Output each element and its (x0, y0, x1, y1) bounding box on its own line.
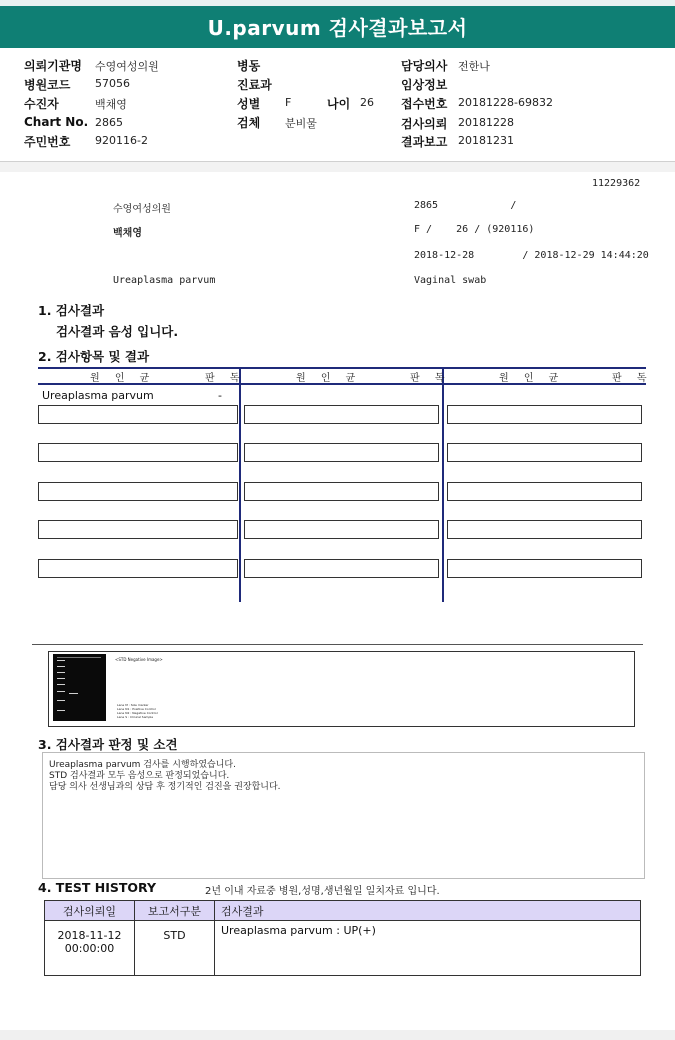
section1-title: 1. 검사결과 (38, 303, 105, 318)
result-cell (244, 405, 439, 424)
label-receipt-number: 접수번호 (401, 97, 448, 111)
result-cell (38, 405, 238, 424)
summary-sex-age: F / 26 / (920116) (414, 224, 535, 235)
label-resident-number: 주민번호 (24, 135, 71, 149)
label-clinical-info: 임상정보 (401, 78, 448, 92)
label-requesting-institution: 의뢰기관명 (24, 59, 82, 73)
remarks-box (42, 752, 645, 879)
summary-clinic: 수영여성의원 (113, 204, 171, 215)
remark-line: STD 검사결과 모두 음성으로 판정되었습니다. (49, 771, 230, 781)
value-age: 26 (360, 96, 374, 109)
history-type-cell: STD (135, 921, 215, 976)
value-request-date: 20181228 (458, 116, 514, 129)
value-specimen: 분비물 (285, 117, 317, 130)
result-organism: Ureaplasma parvum (42, 389, 154, 402)
label-department: 진료과 (237, 78, 272, 92)
result-cell (38, 520, 238, 539)
section2-title: 2. 검사항목 및 결과 (38, 349, 150, 364)
history-table (44, 900, 641, 976)
result-cell (447, 559, 642, 578)
summary-patient: 백채영 (113, 228, 142, 239)
section4-title: 4. TEST HISTORY (38, 880, 157, 895)
col-organism-header-2: 원 인 균 (296, 373, 362, 384)
result-cell (447, 520, 642, 539)
section1-result-text: 검사결과 음성 입니다. (56, 324, 179, 339)
history-date-cell: 2018-11-12 00:00:00 (45, 921, 135, 976)
col-judge-header-2: 판 독 (410, 373, 451, 384)
col-judge-header-3: 판 독 (612, 373, 653, 384)
label-doctor: 담당의사 (401, 59, 448, 73)
result-cell (447, 482, 642, 501)
report-id: 11229362 (592, 178, 641, 189)
result-cell (244, 443, 439, 462)
result-cell (447, 405, 642, 424)
history-header-date: 검사의뢰일 (45, 901, 135, 921)
value-report-date: 20181231 (458, 134, 514, 147)
result-judgement: - (218, 389, 222, 402)
label-hospital-code: 병원코드 (24, 78, 71, 92)
table-row (45, 921, 641, 976)
history-header-type: 보고서구분 (135, 901, 215, 921)
result-cell (38, 443, 238, 462)
label-specimen: 검체 (237, 116, 261, 130)
remark-line: 담당 의사 선생님과의 상담 후 정기적인 검진을 권장합니다. (49, 782, 281, 792)
summary-specimen: Vaginal swab (414, 275, 487, 286)
col-judge-header-1: 판 독 (205, 373, 246, 384)
separator-band (0, 162, 675, 172)
grid-divider-2 (442, 367, 444, 602)
grid-divider-1 (239, 367, 241, 602)
section-divider (32, 644, 643, 645)
col-organism-header-3: 원 인 균 (499, 373, 565, 384)
section3-title: 3. 검사결과 판정 및 소견 (38, 737, 178, 752)
result-cell (244, 482, 439, 501)
label-report-date: 결과보고 (401, 135, 448, 149)
value-requesting-institution: 수영여성의원 (95, 60, 159, 73)
summary-test-name: Ureaplasma parvum (113, 275, 216, 286)
value-chart-no: 2865 (95, 116, 123, 129)
history-note: 2년 이내 자료중 병원,성명,생년월일 일치자료 입니다. (205, 886, 440, 897)
col-organism-header-1: 원 인 균 (90, 373, 156, 384)
title-bar (0, 0, 675, 48)
footer-band (0, 1030, 675, 1040)
gel-electrophoresis-image (53, 654, 106, 721)
label-chart-no: Chart No. (24, 115, 89, 129)
value-patient: 백채영 (95, 98, 127, 111)
value-doctor: 전한나 (458, 60, 490, 73)
value-hospital-code: 57056 (95, 77, 130, 90)
remark-line: Ureaplasma parvum 검사를 시행하였습니다. (49, 760, 236, 770)
gel-caption: <STD Negative Image> (115, 657, 163, 662)
summary-dates: 2018-12-28 / 2018-12-29 14:44:20 (414, 250, 649, 261)
summary-chart: 2865 / (414, 200, 517, 211)
result-cell (38, 482, 238, 501)
label-sex: 성별 (237, 97, 261, 111)
label-patient: 수진자 (24, 97, 59, 111)
result-cell (38, 559, 238, 578)
value-sex: F (285, 96, 292, 109)
result-cell (447, 443, 642, 462)
result-cell (244, 520, 439, 539)
label-request-date: 검사의뢰 (401, 117, 448, 131)
result-cell (244, 559, 439, 578)
label-ward: 병동 (237, 59, 261, 73)
gel-legend: Lane M : Size marker Lane N1 : Positive Control Lane N2 : Negative Control Lane S : Clinical Sample (117, 703, 158, 719)
value-resident-number: 920116-2 (95, 134, 148, 147)
history-header-result: 검사결과 (215, 901, 641, 921)
value-receipt-number: 20181228-69832 (458, 96, 553, 109)
report-title: U.parvum 검사결과보고서 (207, 16, 468, 40)
history-result-cell: Ureaplasma parvum : UP(+) (215, 921, 641, 976)
label-age: 나이 (327, 97, 351, 111)
